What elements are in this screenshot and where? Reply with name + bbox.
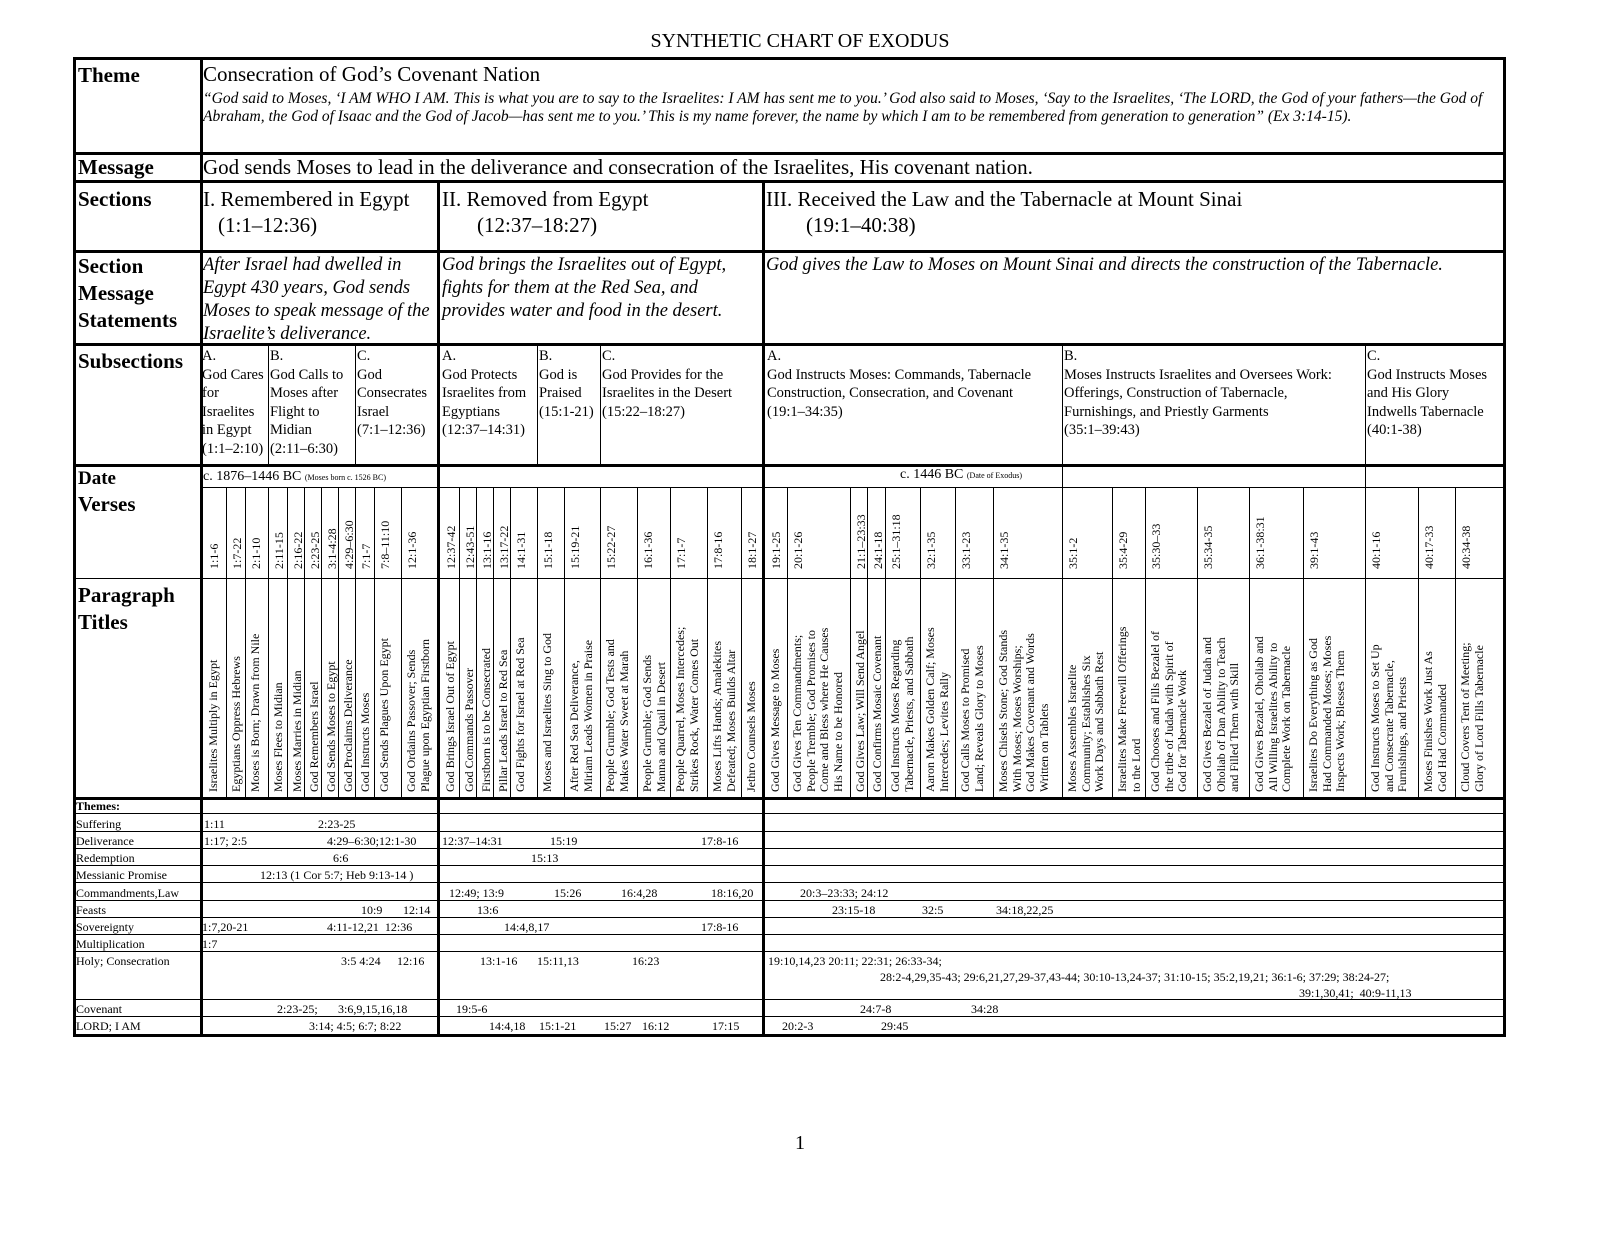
paragraph-title: God Gives Ten Commandments; People Tremble; God Promises to Come and Bless where He Causes His Name to be Honored <box>790 627 845 792</box>
theme-cell: 1:11 <box>204 817 225 831</box>
verse-ref: 14:1-31 <box>514 531 528 569</box>
verse-ref: 40:34-38 <box>1459 525 1473 569</box>
paragraph-title: Israelites Do Everything as God Had Commanded Moses; Moses Inspects Work; Blesses Them <box>1306 635 1347 792</box>
theme-cell: 29:45 <box>881 1019 909 1033</box>
themes-heading: Themes: <box>76 799 120 813</box>
verse-ref: 13:17-22 <box>497 525 511 569</box>
paragraph-title: God Chooses and Fills Bezalel of the tribe of Judah with Spirit of God for Tabernacle Work <box>1148 631 1189 792</box>
section-1: I. Remembered in Egypt (1:1–12:36) <box>203 187 410 237</box>
theme-title: Consecration of God’s Covenant Nation <box>203 62 541 86</box>
paragraph-title: Moses Flees to Midian <box>271 682 285 792</box>
verse-ref: 24:1-18 <box>871 531 885 569</box>
verse-ref: 7:1-7 <box>359 543 373 569</box>
paragraph-title: God Gives Message to Moses <box>768 648 782 792</box>
verse-ref: 17:1-7 <box>674 537 688 569</box>
theme-cell: 16:4,28 <box>621 886 658 900</box>
theme-quote: “God said to Moses, ‘I AM WHO I AM. This is what you are to say to the Israelites: I AM has sent me to you.’ God also said to Moses, ‘Say to the Israelites, ‘The LORD, the God of your fathers—the God of Abraham, the God of Isaac and the God of Jacob—has sent me to you.’ This is my name forever, the name by which I am to be remembered from generation to generation” (Ex 3:14-15). <box>203 90 1483 125</box>
subsection-3c: C. God Instructs Moses and His Glory Indwells Tabernacle (40:1-38) <box>1367 348 1488 438</box>
paragraph-title: God Commands Passover <box>462 668 476 792</box>
theme-cell: 17:15 <box>712 1019 740 1033</box>
theme-cell: 15:19 <box>550 834 578 848</box>
theme-cell: 12:49; 13:9 <box>449 886 505 900</box>
theme-cell: 39:1,30,41; 40:9-11,13 <box>1299 986 1412 1000</box>
theme-suffering-label: Suffering <box>76 817 122 831</box>
chart-title: SYNTHETIC CHART OF EXODUS <box>650 30 950 52</box>
paragraph-title: Moses Chisels Stone; God Stands With Moses; Moses Worships; God Makes Covenant and Words Written on Tablets <box>996 629 1051 792</box>
paragraph-title: People Grumble; God Tests and Makes Water Sweet at Marah <box>603 639 631 792</box>
theme-sovereignty-label: Sovereignty <box>76 920 134 934</box>
theme-cell: 15:11,13 <box>537 954 579 968</box>
verse-ref: 12:1-36 <box>405 531 419 569</box>
theme-cell: 16:23 <box>632 954 660 968</box>
paragraph-title: God Gives Law; Will Send Angel <box>853 630 867 792</box>
paragraph-title: Jethro Counsels Moses <box>744 681 758 792</box>
theme-cell: 28:2-4,29,35-43; 29:6,21,27,29-37,43-44; 30:10-13,24-37; 31:10-15; 35:2,19,21; 36:1-6; 37:29; 38:24-27; <box>880 970 1390 984</box>
theme-cell: 13:1-16 <box>480 954 518 968</box>
theme-covenant-label: Covenant <box>76 1002 122 1016</box>
verse-ref: 32:1-35 <box>924 531 938 569</box>
subsection-1a: A. God Cares for Israelites in Egypt (1:1–2:10) <box>202 348 264 457</box>
paragraph-title: God Proclaims Deliverance <box>341 659 355 792</box>
theme-cell: 14:4,18 <box>489 1019 526 1033</box>
section-message-2: God brings the Israelites out of Egypt, fights for them at the Red Sea, and provides water and food in the desert. <box>442 255 727 321</box>
theme-cell: 20:3–23:33; 24:12 <box>800 886 889 900</box>
verse-ref: 13:1-16 <box>480 531 494 569</box>
theme-cell: 34:28 <box>971 1002 999 1016</box>
verse-ref: 15:1-18 <box>541 531 555 569</box>
verse-ref: 19:1-25 <box>769 531 783 569</box>
verse-ref: 35:1-2 <box>1066 537 1080 569</box>
message-text: God sends Moses to lead in the deliverance and consecration of the Israelites, His covenant nation. <box>203 155 1033 179</box>
verse-ref: 12:43-51 <box>463 525 477 569</box>
theme-cell: 15:1-21 <box>539 1019 577 1033</box>
subsection-2a: A. God Protects Israelites from Egyptians (12:37–14:31) <box>442 348 527 438</box>
sections-label: Sections <box>78 187 152 211</box>
section-3: III. Received the Law and the Tabernacle at Mount Sinai (19:1–40:38) <box>766 187 1243 237</box>
theme-cell: 12:14 <box>403 903 431 917</box>
theme-cell: 6:6 <box>333 851 349 865</box>
theme-cell: 2:23-25; <box>277 1002 318 1016</box>
theme-cell: 17:8-16 <box>701 920 739 934</box>
verse-ref: 36:1-38:31 <box>1253 516 1267 569</box>
paragraph-title: Aaron Makes Golden Calf; Moses Intercedes; Levites Rally <box>923 627 951 792</box>
paragraph-title: Egyptians Oppress Hebrews <box>229 656 243 792</box>
paragraph-title: Moses Marries in Midian <box>290 670 304 792</box>
paragraph-title: Firstborn is to be Consecrated <box>479 648 493 792</box>
paragraph-title: People Quarrel, Moses Intercedes; Strikes Rock, Water Comes Out <box>673 626 701 792</box>
paragraph-title: God Brings Israel Out of Egypt <box>443 641 457 792</box>
verse-ref: 15:22-27 <box>604 525 618 569</box>
page-number: 1 <box>795 1132 805 1154</box>
paragraph-title: God Confirms Mosaic Covenant <box>870 635 884 792</box>
section-message-label: Section Message Statements <box>78 254 178 332</box>
paragraph-title: God Instructs Moses Regarding Tabernacle, Priests, and Sabbath <box>888 636 916 792</box>
subsection-1b: B. God Calls to Moses after Flight to Midian (2:11–6:30) <box>270 348 344 457</box>
verse-ref: 39:1-43 <box>1307 531 1321 569</box>
theme-lord-label: LORD; I AM <box>76 1019 141 1033</box>
paragraph-title: God Fights for Israel at Red Sea <box>513 637 527 792</box>
section-message-1: After Israel had dwelled in Egypt 430 years, God sends Moses to speak message of the Israelite’s deliverance. <box>203 255 430 344</box>
theme-cell: 17:8-16 <box>701 834 739 848</box>
paragraph-title: Moses Finishes Work Just As God Had Commanded <box>1421 651 1449 792</box>
paragraph-title: Moses and Israelites Sing to God <box>540 633 554 792</box>
section-message-3: God gives the Law to Moses on Mount Sinai and directs the construction of the Tabernacle. <box>766 255 1443 275</box>
paragraph-title: God Remembers Israel <box>307 681 321 792</box>
theme-cell: 24:7-8 <box>860 1002 892 1016</box>
paragraph-title: God Sends Plagues Upon Egypt <box>377 638 391 792</box>
theme-cell: 34:18,22,25 <box>996 903 1054 917</box>
verse-ref: 2:23-25 <box>308 531 322 569</box>
verses-label: Verses <box>78 492 136 516</box>
subsection-2c: C. God Provides for the Israelites in the Desert (15:22–18:27) <box>602 348 733 420</box>
verse-ref: 2:16-22 <box>291 531 305 569</box>
subsections-label: Subsections <box>78 349 184 373</box>
theme-cell: 1:7 <box>202 937 218 951</box>
theme-cell: 32:5 <box>922 903 944 917</box>
verse-ref: 16:1-36 <box>641 531 655 569</box>
paragraph-title: God Calls Moses to Promised Land; Reveals Glory to Moses <box>958 645 986 792</box>
paragraph-title: Israelites Multiply in Egypt <box>206 659 220 792</box>
paragraph-title: God Instructs Moses to Set Up and Consecrate Tabernacle, Furnishings, and Priests <box>1368 644 1409 792</box>
theme-cell: 20:2-3 <box>782 1019 814 1033</box>
theme-holy-label: Holy; Consecration <box>76 954 170 968</box>
paragraph-title: Moses is Born; Drawn from Nile <box>248 633 262 792</box>
theme-commandments-label: Commandments,Law <box>76 886 179 900</box>
verse-ref: 15:19-21 <box>568 525 582 569</box>
theme-label: Theme <box>78 63 140 87</box>
subsection-1c: C. God Consecrates Israel (7:1–12:36) <box>357 348 428 438</box>
verse-ref: 12:37-42 <box>444 525 458 569</box>
theme-cell: 12:16 <box>397 954 425 968</box>
paragraph-title: Moses Lifts Hands; Amalekites Defeated; Moses Builds Altar <box>710 641 738 792</box>
verse-ref: 1:7-22 <box>230 537 244 569</box>
theme-cell: 3:5 4:24 <box>341 954 381 968</box>
verse-ref: 20:1-26 <box>791 531 805 569</box>
verse-ref: 21:1–23:33 <box>854 514 868 569</box>
theme-cell: 3:6,9,15,16,18 <box>338 1002 408 1016</box>
theme-messianic-label: Messianic Promise <box>76 868 167 882</box>
paragraph-title: Moses Assembles Israelite Community; Establishes Six Work Days and Sabbath Rest <box>1065 651 1106 792</box>
subsection-3b: B. Moses Instructs Israelites and Oversees Work: Offerings, Construction of Tabernacle, Furnishings, and Priestly Garments (35:1–39:43) <box>1064 348 1332 438</box>
subsection-2b: B. God is Praised (15:1-21) <box>539 348 594 420</box>
theme-multiplication-label: Multiplication <box>76 937 145 951</box>
theme-deliverance-label: Deliverance <box>76 834 134 848</box>
verse-ref: 7:8–11:10 <box>378 520 392 569</box>
verse-ref: 3:1-4:28 <box>325 528 339 569</box>
verse-ref: 40:17-33 <box>1422 525 1436 569</box>
verse-ref: 2:11-15 <box>272 532 286 569</box>
theme-cell: 13:6 <box>477 903 499 917</box>
verse-ref: 18:1-27 <box>745 531 759 569</box>
verse-ref: 35:30–33 <box>1149 523 1163 569</box>
paragraph-title: God Ordains Passover; Sends Plague upon Egyptian Firstborn <box>404 639 432 792</box>
verse-ref: 4:29–6:30 <box>342 520 356 569</box>
verse-ref: 40:1-16 <box>1369 531 1383 569</box>
theme-cell: 23:15-18 <box>832 903 876 917</box>
theme-cell: 2:23-25 <box>318 817 356 831</box>
paragraph-titles-label: Paragraph Titles <box>78 583 175 634</box>
theme-cell: 10:9 <box>361 903 383 917</box>
theme-cell: 14:4,8,17 <box>504 920 550 934</box>
date-2: c. 1446 BC (Date of Exodus) <box>900 467 1022 482</box>
theme-cell: 3:14; 4:5; 6:7; 8:22 <box>309 1019 402 1033</box>
verse-ref: 1:1-6 <box>207 543 221 569</box>
theme-cell: 18:16,20 <box>711 886 754 900</box>
section-2: II. Removed from Egypt (12:37–18:27) <box>442 187 649 237</box>
theme-cell: 4:11-12,21 12:36 <box>327 920 413 934</box>
date-1: c. 1876–1446 BC (Moses born c. 1526 BC) <box>203 469 386 484</box>
verse-ref: 25:1–31:18 <box>889 514 903 569</box>
theme-cell: 12:13 (1 Cor 5:7; Heb 9:13-14 ) <box>260 868 414 882</box>
theme-cell: 4:29–6:30;12:1-30 <box>327 834 417 848</box>
theme-cell: 15:27 <box>604 1019 632 1033</box>
paragraph-title: After Red Sea Deliverance, Miriam Leads Women in Praise <box>567 639 595 792</box>
verse-ref: 35:4-29 <box>1116 531 1130 569</box>
paragraph-title: Israelites Make Freewill Offerings to the Lord <box>1115 626 1143 792</box>
paragraph-title: God Sends Moses to Egypt <box>324 661 338 792</box>
paragraph-title: Pillar Leads Israel to Red Sea <box>496 649 510 792</box>
verse-ref: 33:1-23 <box>959 531 973 569</box>
verse-ref: 2:1-10 <box>249 537 263 569</box>
subsection-3a: A. God Instructs Moses: Commands, Tabernacle Construction, Consecration, and Covenant (19:1–34:35) <box>767 348 1032 420</box>
theme-cell: 19:10,14,23 20:11; 22:31; 26:33-34; <box>768 954 942 968</box>
theme-feasts-label: Feasts <box>76 903 106 917</box>
theme-cell: 1:7,20-21 <box>202 920 249 934</box>
message-label: Message <box>78 155 154 179</box>
theme-cell: 1:17; 2:5 <box>204 834 248 848</box>
theme-cell: 15:13 <box>531 851 559 865</box>
theme-cell: 19:5-6 <box>456 1002 488 1016</box>
paragraph-title: Cloud Covers Tent of Meeting; Glory of Lord Fills Tabernacle <box>1458 642 1486 792</box>
theme-cell: 16:12 <box>642 1019 670 1033</box>
theme-redemption-label: Redemption <box>76 851 135 865</box>
verse-ref: 34:1-35 <box>997 531 1011 569</box>
paragraph-title: People Grumble; God Sends Manna and Quail in Desert <box>640 655 668 792</box>
paragraph-title: God Instructs Moses <box>358 692 372 792</box>
verse-ref: 35:34-35 <box>1201 525 1215 569</box>
verse-ref: 17:8-16 <box>711 531 725 569</box>
theme-cell: 12:37–14:31 <box>442 834 503 848</box>
date-label: Date <box>78 468 116 489</box>
paragraph-title: God Gives Bezalel of Judah and Oholiab of Dan Ability to Teach and Filled Them with Skill <box>1200 637 1241 792</box>
paragraph-title: God Gives Bezalel, Oholiab and All Willing Israelites Ability to Complete Work on Tabernacle <box>1252 636 1293 792</box>
theme-cell: 15:26 <box>554 886 582 900</box>
